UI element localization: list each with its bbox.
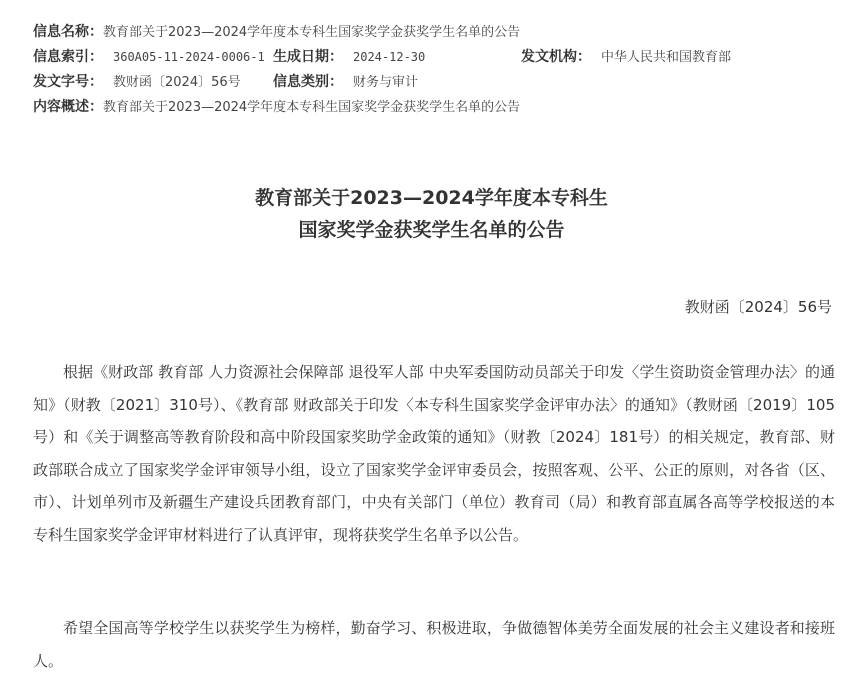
document-number: 教财函〔2024〕56号 (684, 298, 832, 316)
meta-row-index (33, 45, 853, 70)
meta-index-value: 360A05-11-2024-0006-1 (113, 50, 265, 64)
body-paragraph-1: 根据《财政部 教育部 人力资源社会保障部 退役军人部 中央军委国防动员部关于印发〈学生资助资金管理办法〉的通知》（财教〔2021〕310号）、《教育部 财政部关于印发〈本专科生国家奖学金评审办法〉的通知》（教财函〔2019〕105号）和《关于调整高等教育阶段和高中阶段国家奖助学金政策的通知》（财教〔2024〕181号）的相关规定，教育部、财政部联合成立了国家奖学金评审领导小组，设立了国家奖学金评审委员会，按照客观、公平、公正的原则，对各省（区、市）、计划单列市及新疆生产建设兵团教育部门，中央有关部门（单位）教育司（局）和教育部直属各高等学校报送的本专科生国家奖学金评审材料进行了认真评审，现将获奖学生名单予以公告。 (33, 363, 835, 544)
article-title-line2: 国家奖学金获奖学生名单的公告 (298, 219, 565, 241)
meta-row-name (33, 20, 853, 45)
meta-issuer-label: 发文机构： (521, 49, 591, 65)
article-title (0, 182, 863, 246)
meta-docno-label: 发文字号： (33, 74, 103, 90)
meta-row-docno (33, 70, 853, 95)
meta-category-value: 财务与审计 (353, 75, 419, 90)
meta-date-value: 2024-12-30 (353, 50, 426, 64)
meta-summary-label: 内容概述： (33, 99, 103, 115)
meta-docno-value: 教财函〔2024〕56号 (113, 75, 241, 90)
meta-date-label: 生成日期： (273, 49, 343, 65)
meta-row-summary (33, 95, 853, 120)
meta-summary-value: 教育部关于2023—2024学年度本专科生国家奖学金获奖学生名单的公告 (103, 100, 521, 115)
meta-issuer-value: 中华人民共和国教育部 (601, 50, 732, 65)
article-title-line1: 教育部关于2023—2024学年度本专科生 (255, 187, 608, 209)
body-paragraph-2: 希望全国高等学校学生以获奖学生为榜样，勤奋学习、积极进取，争做德智体美劳全面发展的社会主义建设者和接班人。 (33, 619, 835, 670)
meta-name-label: 信息名称： (33, 24, 103, 40)
meta-index-label: 信息索引： (33, 49, 103, 65)
meta-category-label: 信息类别： (273, 74, 343, 90)
document-metadata (33, 20, 853, 120)
meta-name-value: 教育部关于2023—2024学年度本专科生国家奖学金获奖学生名单的公告 (103, 25, 521, 40)
